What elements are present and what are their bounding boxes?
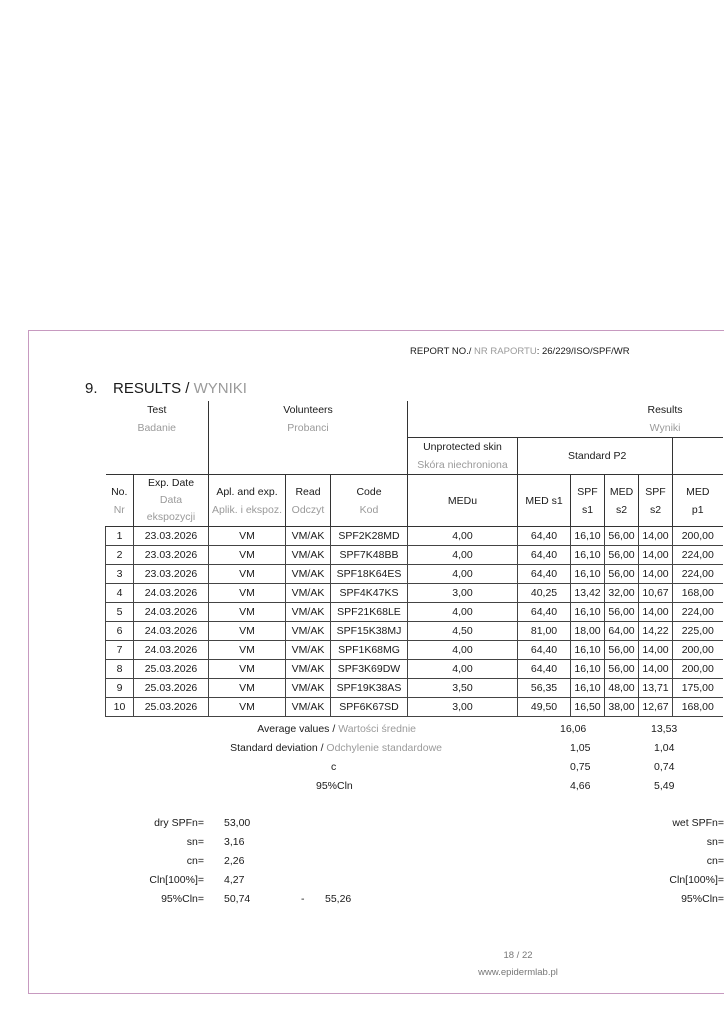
cell-date: 23.03.2026 — [134, 546, 209, 565]
stat-avg-s2: 13,53 — [651, 723, 678, 735]
cell-code: SPF3K69DW — [331, 660, 408, 679]
cell-medu: 3,00 — [408, 584, 518, 603]
cell-read: VM/AK — [286, 527, 331, 546]
stat-avg-s1: 16,06 — [560, 723, 587, 735]
cell-med-s2: 56,00 — [605, 546, 639, 565]
cell-code: SPF15K38MJ — [331, 622, 408, 641]
cell-read: VM/AK — [286, 546, 331, 565]
cell-read: VM/AK — [286, 698, 331, 717]
cell-med-s2: 32,00 — [605, 584, 639, 603]
cell-apl: VM — [209, 603, 286, 622]
col-med-s1: MED s1 — [525, 494, 563, 507]
header-row-2 — [106, 419, 723, 438]
stat-c-s1: 0,75 — [570, 761, 591, 773]
stat-sd-s2: 1,04 — [654, 742, 675, 754]
cell-spf-s1: 16,10 — [571, 527, 605, 546]
cell-medu: 4,00 — [408, 660, 518, 679]
header-standard-p2: Standard P2 — [568, 450, 627, 462]
stat-sd-label: Standard deviation / Odchylenie standardowe — [230, 742, 442, 754]
header-results-en: Results — [647, 404, 683, 416]
cell-spf-s2: 12,67 — [639, 698, 673, 717]
col-no: No. Nr — [111, 485, 128, 516]
cell-date: 25.03.2026 — [134, 698, 209, 717]
table-row — [106, 527, 723, 546]
section-title-en: RESULTS / — [113, 380, 194, 397]
stat-c-label: c — [331, 761, 337, 773]
cell-med-p1: 200,00 — [673, 527, 723, 546]
cell-medu: 4,00 — [408, 641, 518, 660]
cell-no: 9 — [106, 679, 134, 698]
cell-read: VM/AK — [286, 679, 331, 698]
cell-med-s2: 56,00 — [605, 565, 639, 584]
cell-med-p1: 168,00 — [673, 698, 723, 717]
results-body — [106, 527, 723, 717]
column-header-row — [106, 475, 723, 527]
cell-spf-s2: 14,00 — [639, 546, 673, 565]
cell-spf-s1: 16,10 — [571, 641, 605, 660]
table-row — [106, 622, 723, 641]
cell-read: VM/AK — [286, 641, 331, 660]
cell-med-s2: 48,00 — [605, 679, 639, 698]
table-row — [106, 641, 723, 660]
cell-spf-s2: 13,71 — [639, 679, 673, 698]
cell-med-s2: 56,00 — [605, 660, 639, 679]
col-apl: Apl. and exp. Aplik. i ekspoz. — [211, 485, 283, 516]
cell-med-p1: 168,00 — [673, 584, 723, 603]
cell-spf-s1: 16,10 — [571, 603, 605, 622]
cell-code: SPF4K47KS — [331, 584, 408, 603]
wet-cln100-label: Cln[100%]= — [669, 874, 724, 886]
dry-cn-label: cn= — [186, 855, 204, 867]
cell-read: VM/AK — [286, 584, 331, 603]
cell-med-s1: 64,40 — [518, 660, 571, 679]
cell-code: SPF1K68MG — [331, 641, 408, 660]
cell-spf-s2: 14,00 — [639, 565, 673, 584]
dry-spfn-label: dry SPFn= — [154, 817, 204, 829]
cell-med-s1: 81,00 — [518, 622, 571, 641]
cell-spf-s1: 16,10 — [571, 679, 605, 698]
cell-apl: VM — [209, 565, 286, 584]
header-unprotected-en: Unprotected skin — [423, 441, 502, 453]
header-results-pl: Wyniki — [649, 422, 681, 434]
report-label-en: REPORT NO./ — [410, 346, 472, 357]
cell-no: 1 — [106, 527, 134, 546]
cell-no: 4 — [106, 584, 134, 603]
stat-ci-label: 95%Cln — [316, 780, 353, 792]
header-row-1 — [106, 401, 723, 419]
cell-spf-s1: 16,10 — [571, 565, 605, 584]
cell-code: SPF18K64ES — [331, 565, 408, 584]
cell-med-s1: 49,50 — [518, 698, 571, 717]
cell-medu: 4,00 — [408, 527, 518, 546]
table-row — [106, 565, 723, 584]
cell-apl: VM — [209, 527, 286, 546]
cell-read: VM/AK — [286, 660, 331, 679]
cell-apl: VM — [209, 641, 286, 660]
cell-med-s1: 64,40 — [518, 603, 571, 622]
cell-code: SPF2K28MD — [331, 527, 408, 546]
cell-date: 24.03.2026 — [134, 584, 209, 603]
dry-cln95-high: 55,26 — [325, 893, 352, 905]
cell-medu: 4,00 — [408, 565, 518, 584]
table-row — [106, 679, 723, 698]
section-title-pl: WYNIKI — [193, 380, 247, 397]
cell-spf-s1: 16,10 — [571, 546, 605, 565]
cell-spf-s1: 16,50 — [571, 698, 605, 717]
cell-medu: 4,00 — [408, 546, 518, 565]
cell-medu: 3,00 — [408, 698, 518, 717]
cell-read: VM/AK — [286, 603, 331, 622]
cell-read: VM/AK — [286, 622, 331, 641]
col-exp-date: Exp. Date Data ekspozycji — [146, 477, 196, 523]
table-row — [106, 546, 723, 565]
cell-med-p1: 200,00 — [673, 641, 723, 660]
header-volunteers-en: Volunteers — [283, 404, 333, 416]
cell-date: 24.03.2026 — [134, 622, 209, 641]
cell-spf-s2: 14,00 — [639, 527, 673, 546]
cell-spf-s2: 14,00 — [639, 603, 673, 622]
table-row — [106, 660, 723, 679]
cell-date: 25.03.2026 — [134, 660, 209, 679]
cell-med-p1: 224,00 — [673, 565, 723, 584]
header-unprotected-pl: Skóra niechroniona — [417, 459, 508, 471]
header-volunteers-pl: Probanci — [287, 422, 329, 435]
table-row — [106, 698, 723, 717]
cell-no: 5 — [106, 603, 134, 622]
dry-sn-value: 3,16 — [224, 836, 245, 848]
cell-med-s2: 56,00 — [605, 641, 639, 660]
wet-spfn-label: wet SPFn= — [672, 817, 724, 829]
dry-sn-label: sn= — [186, 836, 204, 848]
dry-cln100-label: Cln[100%]= — [149, 874, 204, 886]
cell-med-s1: 64,40 — [518, 546, 571, 565]
cell-med-s2: 56,00 — [605, 603, 639, 622]
cell-medu: 3,50 — [408, 679, 518, 698]
dry-spfn-value: 53,00 — [224, 817, 251, 829]
dry-cln100-value: 4,27 — [224, 874, 245, 886]
footer-url: www.epidermlab.pl — [478, 967, 558, 978]
cell-med-s1: 64,40 — [518, 565, 571, 584]
stat-avg-label: Average values / Wartości średnie — [257, 723, 416, 735]
cell-med-s2: 38,00 — [605, 698, 639, 717]
cell-date: 23.03.2026 — [134, 527, 209, 546]
stat-c-s2: 0,74 — [654, 761, 675, 773]
results-table — [105, 401, 723, 717]
col-med-s2: MED s2 — [609, 485, 634, 516]
section-title — [85, 380, 247, 397]
cell-code: SPF21K68LE — [331, 603, 408, 622]
header-test-pl: Badanie — [137, 422, 177, 435]
cell-med-s1: 56,35 — [518, 679, 571, 698]
cell-apl: VM — [209, 679, 286, 698]
table-row — [106, 584, 723, 603]
header-row-3 — [106, 438, 723, 457]
cell-med-s1: 64,40 — [518, 527, 571, 546]
wet-sn-label: sn= — [706, 836, 724, 848]
header-test-en: Test — [147, 404, 167, 416]
cell-med-s1: 40,25 — [518, 584, 571, 603]
cell-no: 10 — [106, 698, 134, 717]
cell-date: 25.03.2026 — [134, 679, 209, 698]
page-number: 18 / 22 — [503, 950, 533, 961]
cell-apl: VM — [209, 584, 286, 603]
stat-sd-s1: 1,05 — [570, 742, 591, 754]
report-number-value: : 26/229/ISO/SPF/WR — [536, 346, 630, 357]
col-spf-s2: SPF s2 — [645, 485, 666, 516]
dry-cln95-dash: - — [301, 893, 305, 905]
cell-spf-s2: 14,22 — [639, 622, 673, 641]
col-spf-s1: SPF s1 — [577, 485, 598, 516]
cell-spf-s2: 14,00 — [639, 641, 673, 660]
wet-cln95-label: 95%Cln= — [681, 893, 724, 905]
cell-no: 3 — [106, 565, 134, 584]
cell-medu: 4,50 — [408, 622, 518, 641]
cell-med-p1: 175,00 — [673, 679, 723, 698]
cell-med-s2: 64,00 — [605, 622, 639, 641]
cell-med-p1: 200,00 — [673, 660, 723, 679]
cell-med-p1: 224,00 — [673, 546, 723, 565]
section-number: 9. — [85, 380, 98, 397]
cell-code: SPF7K48BB — [331, 546, 408, 565]
cell-date: 24.03.2026 — [134, 641, 209, 660]
cell-apl: VM — [209, 660, 286, 679]
dry-cln95-low: 50,74 — [224, 893, 251, 905]
cell-no: 7 — [106, 641, 134, 660]
col-med-p1: MED p1 — [686, 485, 710, 516]
wet-cn-label: cn= — [706, 855, 724, 867]
cell-med-p1: 224,00 — [673, 603, 723, 622]
cell-med-p1: 225,00 — [673, 622, 723, 641]
cell-med-s1: 64,40 — [518, 641, 571, 660]
cell-apl: VM — [209, 698, 286, 717]
cell-code: SPF6K67SD — [331, 698, 408, 717]
cell-spf-s2: 14,00 — [639, 660, 673, 679]
col-read: Read Odczyt — [291, 485, 325, 516]
cell-spf-s1: 18,00 — [571, 622, 605, 641]
col-medu: MEDu — [447, 494, 478, 507]
cell-no: 6 — [106, 622, 134, 641]
dry-cn-value: 2,26 — [224, 855, 245, 867]
cell-no: 8 — [106, 660, 134, 679]
cell-date: 23.03.2026 — [134, 565, 209, 584]
cell-date: 24.03.2026 — [134, 603, 209, 622]
col-code: Code Kod — [356, 485, 382, 516]
report-number — [410, 346, 630, 357]
cell-spf-s1: 13,42 — [571, 584, 605, 603]
cell-apl: VM — [209, 622, 286, 641]
cell-no: 2 — [106, 546, 134, 565]
cell-spf-s1: 16,10 — [571, 660, 605, 679]
stat-ci-s1: 4,66 — [570, 780, 591, 792]
cell-spf-s2: 10,67 — [639, 584, 673, 603]
dry-cln95-label: 95%Cln= — [161, 893, 204, 905]
table-row — [106, 603, 723, 622]
cell-read: VM/AK — [286, 565, 331, 584]
cell-apl: VM — [209, 546, 286, 565]
stat-ci-s2: 5,49 — [654, 780, 675, 792]
cell-med-s2: 56,00 — [605, 527, 639, 546]
cell-medu: 4,00 — [408, 603, 518, 622]
cell-code: SPF19K38AS — [331, 679, 408, 698]
report-label-pl: NR RAPORTU — [471, 346, 537, 357]
